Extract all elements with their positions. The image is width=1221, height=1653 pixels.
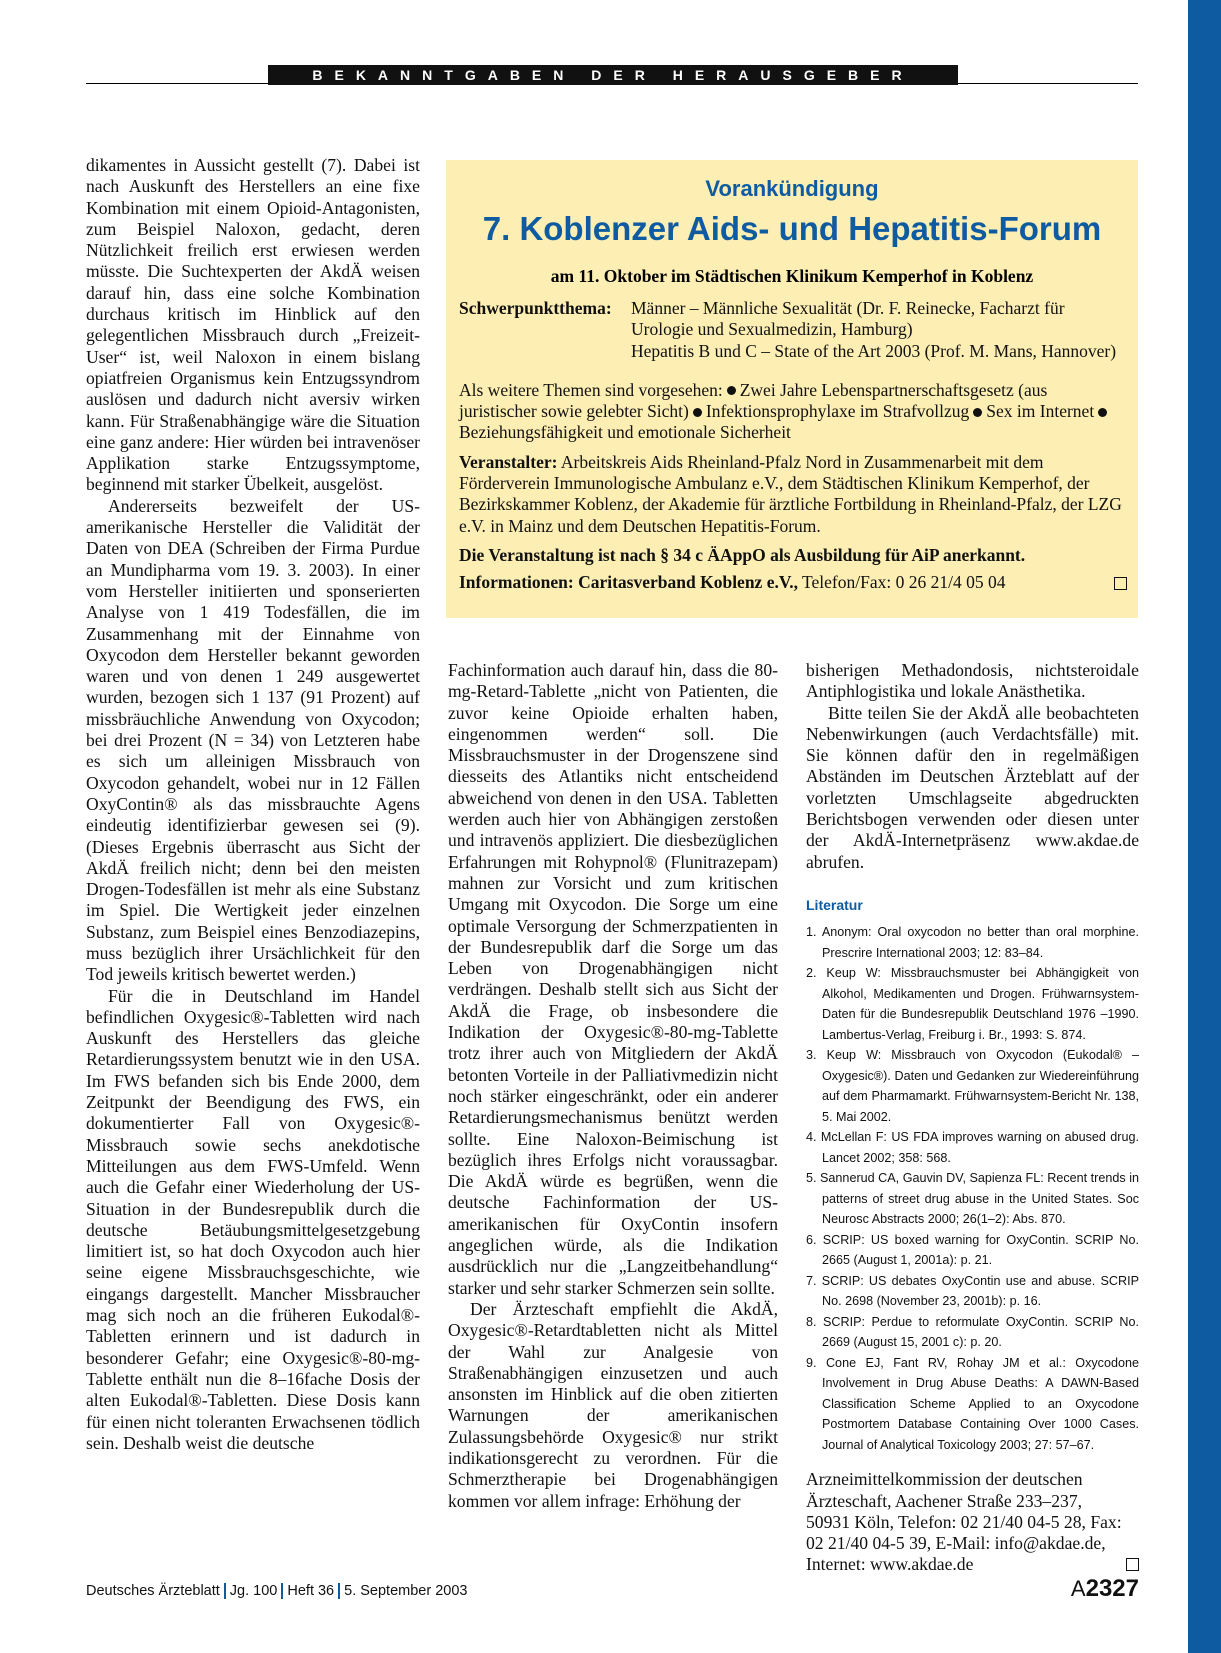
announcement-title: 7. Koblenzer Aids- und Hepatitis-Forum xyxy=(482,210,1102,247)
info-text: Telefon/Fax: 0 26 21/4 05 04 xyxy=(802,572,1006,593)
announcement-subtitle: am 11. Oktober im Städtischen Klinikum Kemperhof in Koblenz xyxy=(550,266,1034,286)
page-prefix: A xyxy=(1070,1576,1086,1601)
focus-line-1: Männer – Männliche Sexualität (Dr. F. Reinecke, Facharzt für Urologie und Sexualmedizin, Hamburg) xyxy=(631,298,1065,340)
further-topics xyxy=(459,380,1127,444)
bullet-icon xyxy=(973,408,982,417)
organizer xyxy=(459,452,1127,537)
paragraph: Bitte teilen Sie der AkdÄ alle beobachteten Nebenwirkungen (auch Verdachtsfälle) mit. Sie können dafür den in regelmäßigen Abständen im Deutschen Ärzteblatt auf der vorletzten Umschlagseite abgedruckten Berichtsbogen verwenden oder diesen unter der AkdÄ-Internetpräsenz www.akdae.de abrufen. xyxy=(806,702,1139,872)
reference-item: 3. Keup W: Missbrauch von Oxycodon (Eukodal® – Oxygesic®). Daten und Gedanken zur Wiedereinführung auf dem Pharmamarkt. Frühwarnsystem-Bericht Nr. 138, 5. Mai 2002. xyxy=(806,1048,1139,1124)
reference-item: 4. McLellan F: US FDA improves warning on abused drug. Lancet 2002; 358: 568. xyxy=(806,1130,1139,1165)
reference-list xyxy=(806,922,1139,1455)
topic-item: Infektionsprophylaxe im Strafvollzug xyxy=(705,401,970,422)
info-line xyxy=(459,572,1127,593)
issue: Heft 36 xyxy=(287,1583,335,1599)
paragraph: Der Ärzteschaft empfiehlt die AkdÄ, Oxygesic®-Retardtabletten nicht als Mittel der Wahl zur Analgesie von Straßenabhängigen einzusetzen und auch ansonsten im Hinblick auf die oben zitierten Warnungen der amerikanischen Zulassungsbehörde Oxygesic® nur strikt indikationsgerecht zu verordnen. Für die Schmerztherapie bei Drogenabhängigen kommen vor allem infrage: Erhöhung der xyxy=(448,1298,778,1511)
reference-item: 6. SCRIP: US boxed warning for OxyContin. SCRIP No. 2665 (August 1, 2001a): p. 21. xyxy=(806,1232,1139,1268)
bullet-icon xyxy=(693,408,702,417)
topic-item: Zwei Jahre Lebenspartnerschaftsgesetz (aus juristischer sowie gelebter Sicht) xyxy=(459,379,1048,422)
volume: Jg. 100 xyxy=(229,1583,278,1599)
bullet-icon xyxy=(1098,408,1107,417)
topic-item: Beziehungsfähigkeit und emotionale Sicherheit xyxy=(459,422,791,443)
focus-text xyxy=(631,298,1127,362)
paragraph: Andererseits bezweifelt der US-amerikanische Hersteller die Validität der Daten von DEA (Schreiben der Firma Purdue an Mundipharma vom 19. 3. 2003). In einer vom Hersteller initiierten und sponserierten Analyse von 1 419 Todesfällen, die im Zusammenhang mit der Einnahme von Oxycodon dem Hersteller bekannt geworden waren und von denen 1 249 ausgewertet wurden, bezogen sich 1 137 (91 Prozent) auf missbräuchliche Anwendung von Oxycodon; bei drei Prozent (N = 34) von Letzteren habe es sich um alleinigen Missbrauch von Oxycodon gehandelt, wobei nur in 12 Fällen OxyContin® als das missbrauchte Agens eindeutig identifizierbar gewesen sei (9). (Dieses Ergebnis überrascht aus Sicht der AkdÄ freilich nicht; denn bei den meisten Drogen-Todesfällen ist mehr als eine Substanz im Spiel. Die Wertigkeit jeder einzelnen Substanz, zum Beispiel eines Benzodiazepins, muss bezüglich ihrer Ursächlichkeit für den Tod jeweils kritisch bewertet werden.) xyxy=(86,495,420,985)
article-column-1 xyxy=(86,155,420,1454)
journal-name: Deutsches Ärzteblatt xyxy=(86,1583,220,1599)
section-header: BEKANNTGABEN DER HERAUSGEBER xyxy=(268,65,958,85)
end-square-icon xyxy=(1126,1558,1139,1571)
page-number-value: 2327 xyxy=(1085,1575,1139,1602)
organizer-text: Arbeitskreis Aids Rheinland-Pfalz Nord in Zusammenarbeit mit dem Förderverein Immunologische Ambulanz e.V., dem Städtischen Klinikum Kemperhof, der Bezirkskammer Koblenz, der Akademie für ärztliche Fortbildung in Rheinland-Pfalz, der LZG e.V. in Mainz und dem Deutschen Hepatitis-Forum. xyxy=(459,451,1122,536)
paragraph: Für die in Deutschland im Handel befindlichen Oxygesic®-Tabletten wird nach Auskunft des Herstellers das gleiche Retardierungssystem benutzt wie in den USA. Im FWS befanden sich bis Ende 2000, dem Zeitpunkt der Beendigung des FWS, ein dokumentierter Fall von Oxygesic®-Missbrauch sowie sechs anekdotische Mitteilungen aus dem FWS-Umfeld. Wenn auch die Gefahr einer Wiederholung der US-Situation in der Bundesrepublik durch die deutsche Betäubungsmittelgesetzgebung limitiert ist, so hat doch Oxycodon auch hier seine eigene Missbrauchsgeschichte, wie eingangs dargestellt. Mancher Missbraucher mag sich noch an die früheren Eukodal®-Tabletten erinnern und ist dadurch in besonderer Gefahr; eine Oxygesic®-80-mg-Tablette enthält nun die 8–16fache Dosis der alten Eukodal®-Tabletten. Diese Dosis kann für einen nicht toleranten Erwachsenen tödlich sein. Deshalb weist die deutsche xyxy=(86,985,420,1453)
announcement-kicker: Vorankündigung xyxy=(705,176,879,201)
reference-item: 2. Keup W: Missbrauchsmuster bei Abhängigkeit von Alkohol, Medikamenten und Drogen. Frühwarnsystem-Daten für die Bundesrepublik Deutschland 1976 –1990. Lambertus-Verlag, Freiburg i. Br., 1993: S. 874. xyxy=(806,966,1139,1042)
separator xyxy=(224,1583,226,1599)
topics-intro: Als weitere Themen sind vorgesehen: xyxy=(459,379,723,400)
focus-topics xyxy=(459,298,1127,362)
focus-line-2: Hepatitis B und C – State of the Art 2003 (Prof. M. Mans, Hannover) xyxy=(631,340,1117,361)
reference-item: 7. SCRIP: US debates OxyContin use and abuse. SCRIP No. 2698 (November 23, 2001b): p. 16. xyxy=(806,1273,1139,1309)
separator xyxy=(338,1583,340,1599)
contact-address xyxy=(806,1469,1139,1575)
paragraph: dikamentes in Aussicht gestellt (7). Dabei ist nach Auskunft des Herstellers an eine fixe Kombination mit einem Opioid-Antagonisten, zum Beispiel Naloxon, gedacht, deren Nützlichkeit freilich erst erwiesen werden müsste. Die Suchtexperten der AkdÄ weisen darauf hin, dass eine solche Kombination durchaus kritisch im Hinblick auf den gelegentlichen Missbrauch durch „Freizeit-User“ ist, weil Naloxon in einem bislang opiatfreien Organismus kein Entzugssyndrom auslösen und dadurch nicht aversiv wirken kann. Für Straßenabhängige wäre die Situation eine ganz andere: Hier würden bei intravenöser Applikation starke Entzugssymptome, beginnend mit starker Übelkeit, ausgelöst. xyxy=(86,155,420,495)
page-number xyxy=(1071,1575,1139,1603)
issue-date: 5. September 2003 xyxy=(344,1583,468,1599)
organizer-label: Veranstalter: xyxy=(459,451,558,472)
paragraph: Fachinformation auch darauf hin, dass die 80-mg-Retard-Tablette „nicht von Patienten, die zuvor keine Opioide erhalten haben, eingenommen werden“ soll. Die Missbrauchsmuster in der Drogenszene sind diesseits des Atlantiks nicht entscheidend abweichend von denen in den USA. Tabletten werden auch hier von Abhängigen zerstoßen und intravenös appliziert. Die diesbezüglichen Erfahrungen mit Rohypnol® (Flunitrazepam) mahnen zur Vorsicht und zum kritischen Umgang mit Oxycodon. Die Sorge um eine optimale Versorgung der Schmerzpatienten in der Bundesrepublik darf die Sorge um das Leben von Drogenabhängigen nicht verdrängen. Deshalb stellt sich aus Sicht der AkdÄ die Frage, ob insbesondere die Indikation der Oxygesic®-80-mg-Tablette trotz ihrer auch von Mitgliedern der AkdÄ betonten Vorteile in der Palliativmedizin nicht noch stärker eingeschränkt, oder ein anderer Retardierungsmechanismus benützt werden sollte. Eine Naloxon-Beimischung ist bezüglich ihres Erfolgs nicht voraussagbar. Die AkdÄ würde es begrüßen, wenn die deutsche Fachinformation der US-amerikanischen für OxyContin insofern angeglichen würde, als die Indikation ausdrücklich nur die „Langzeitbehandlung“ starker und sehr starker Schmerzen sein sollte. xyxy=(448,660,778,1298)
literature-heading: Literatur xyxy=(806,896,863,913)
edge-color-bar xyxy=(1188,0,1221,1653)
info-label: Informationen: Caritasverband Koblenz e.V., xyxy=(459,572,798,593)
bullet-icon xyxy=(727,386,736,395)
reference-item: 5. Sannerud CA, Gauvin DV, Sapienza FL: Recent trends in patterns of street drug abuse in the United States. Soc Neurosc Abstracts 2000; 26(1–2): Abs. 870. xyxy=(806,1171,1139,1227)
topic-item: Sex im Internet xyxy=(986,401,1095,422)
reference-item: 9. Cone EJ, Fant RV, Rohay JM et al.: Oxycodone Involvement in Drug Abuse Deaths: A DAWN-Based Classification Scheme Applied to an Oxycodone Postmortem Database Containing Over 1000 Cases. Journal of Analytical Toxicology 2003; 27: 57–67. xyxy=(806,1355,1139,1452)
focus-label: Schwerpunktthema: xyxy=(459,298,612,318)
separator xyxy=(281,1583,283,1599)
end-square-icon xyxy=(1114,577,1127,590)
accreditation: Die Veranstaltung ist nach § 34 c ÄAppO als Ausbildung für AiP anerkannt. xyxy=(459,544,1026,565)
article-column-3 xyxy=(806,660,1139,1576)
address-text: Arzneimittelkommission der deutschen Ärzteschaft, Aachener Straße 233–237, 50931 Köln, Telefon: 02 21/40 04-5 28, Fax: 02 21/40 04-5 39, E-Mail: info@akdae.de, Internet: www.akdae.de xyxy=(806,1469,1122,1575)
paragraph: bisherigen Methadondosis, nichtsteroidale Antiphlogistika und lokale Anästhetika. xyxy=(806,660,1139,702)
reference-item: 1. Anonym: Oral oxycodon no better than oral morphine. Prescrire International 2003; 12: 83–84. xyxy=(806,925,1139,960)
article-column-2 xyxy=(448,660,778,1512)
footer-citation xyxy=(86,1583,467,1599)
reference-item: 8. SCRIP: Perdue to reformulate OxyContin. SCRIP No. 2669 (August 15, 2001 c): p. 20. xyxy=(806,1314,1139,1350)
announcement-body xyxy=(459,298,1127,594)
